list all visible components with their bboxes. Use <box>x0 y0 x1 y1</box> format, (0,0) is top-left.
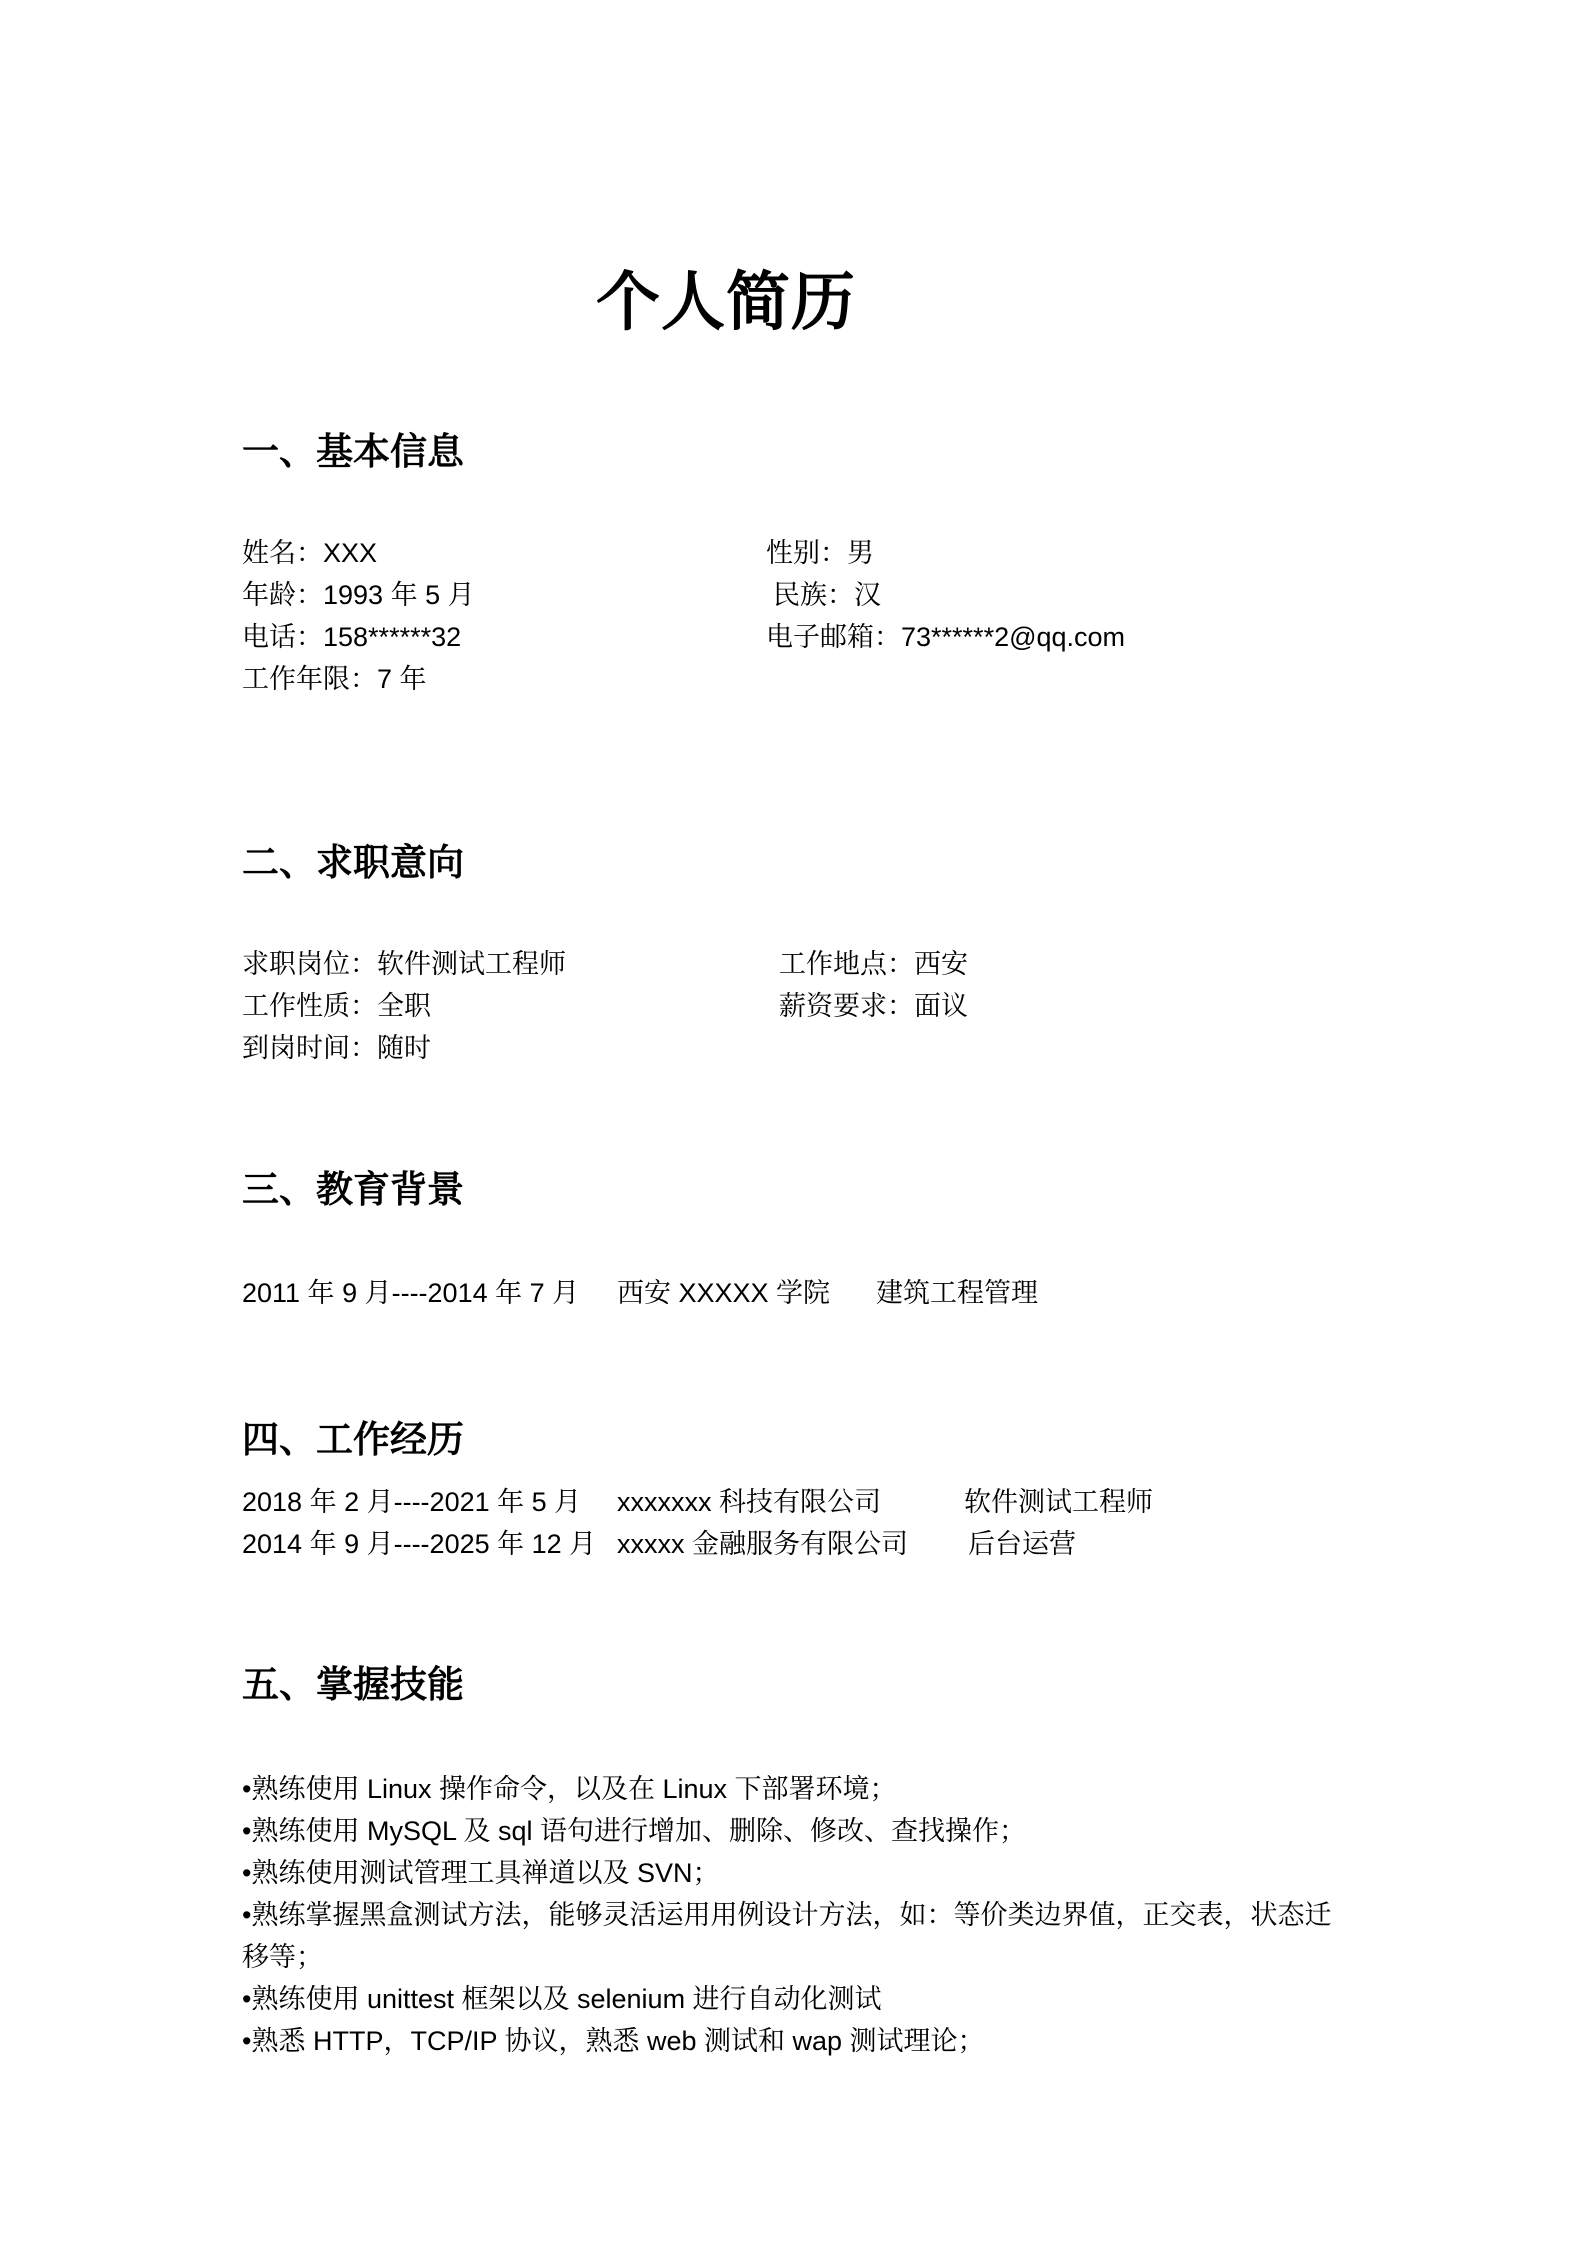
work-company: xxxxxxx 科技有限公司 <box>617 1487 882 1517</box>
desired-position-field: 求职岗位：软件测试工程师 <box>242 949 566 979</box>
education-period: 2011 年 9 月----2014 年 7 月 <box>242 1278 580 1308</box>
basic-info-row <box>0 532 1587 574</box>
skill-item: •熟练使用测试管理工具禅道以及 SVN； <box>242 1858 720 1888</box>
skill-item: •熟练掌握黑盒测试方法，能够灵活运用用例设计方法，如：等价类边界值，正交表，状态迁移等； <box>242 1900 1332 1972</box>
section-heading-basic-info: 一、基本信息 <box>242 431 464 472</box>
skill-item: •熟练使用 Linux 操作命令，以及在 Linux 下部署环境； <box>242 1774 897 1804</box>
work-location-field: 工作地点：西安 <box>779 949 968 979</box>
ethnicity-field: 民族：汉 <box>773 580 881 610</box>
resume-title: 个人简历 <box>596 267 856 338</box>
work-entry <box>0 1481 1587 1523</box>
skills-list <box>242 1768 1342 2062</box>
availability-field: 到岗时间：随时 <box>242 1033 431 1063</box>
work-period: 2014 年 9 月----2025 年 12 月 <box>242 1529 597 1559</box>
skill-item: •熟练使用 MySQL 及 sql 语句进行增加、删除、修改、查找操作； <box>242 1816 1026 1846</box>
section-heading-education: 三、教育背景 <box>242 1169 464 1210</box>
work-role: 后台运营 <box>968 1529 1076 1559</box>
basic-info-row <box>0 658 1587 700</box>
education-school: 西安 XXXXX 学院 <box>617 1278 831 1308</box>
phone-field: 电话：158******32 <box>242 622 462 652</box>
work-years-field: 工作年限：7 年 <box>242 664 427 694</box>
job-type-field: 工作性质：全职 <box>242 991 431 1021</box>
job-intention-row <box>0 985 1587 1027</box>
education-entry <box>0 1272 1587 1314</box>
skill-item: •熟练使用 unittest 框架以及 selenium 进行自动化测试 <box>242 1984 882 2014</box>
name-field: 姓名：XXX <box>242 538 378 568</box>
basic-info-row <box>0 616 1587 658</box>
section-heading-work-experience: 四、工作经历 <box>242 1419 464 1460</box>
salary-field: 薪资要求：面议 <box>779 991 968 1021</box>
work-role: 软件测试工程师 <box>964 1487 1153 1517</box>
work-company: xxxxx 金融服务有限公司 <box>617 1529 909 1559</box>
work-entry <box>0 1523 1587 1565</box>
age-field: 年龄：1993 年 5 月 <box>242 580 475 610</box>
section-heading-skills: 五、掌握技能 <box>242 1664 464 1705</box>
job-intention-row <box>0 943 1587 985</box>
job-intention-row <box>0 1027 1587 1069</box>
section-heading-job-intention: 二、求职意向 <box>242 842 464 883</box>
gender-field: 性别：男 <box>766 538 874 568</box>
skill-item: •熟悉 HTTP，TCP/IP 协议，熟悉 web 测试和 wap 测试理论； <box>242 2026 985 2056</box>
education-major: 建筑工程管理 <box>876 1278 1038 1308</box>
work-period: 2018 年 2 月----2021 年 5 月 <box>242 1487 582 1517</box>
email-field: 电子邮箱：73******2@qq.com <box>766 622 1126 652</box>
basic-info-row <box>0 574 1587 616</box>
